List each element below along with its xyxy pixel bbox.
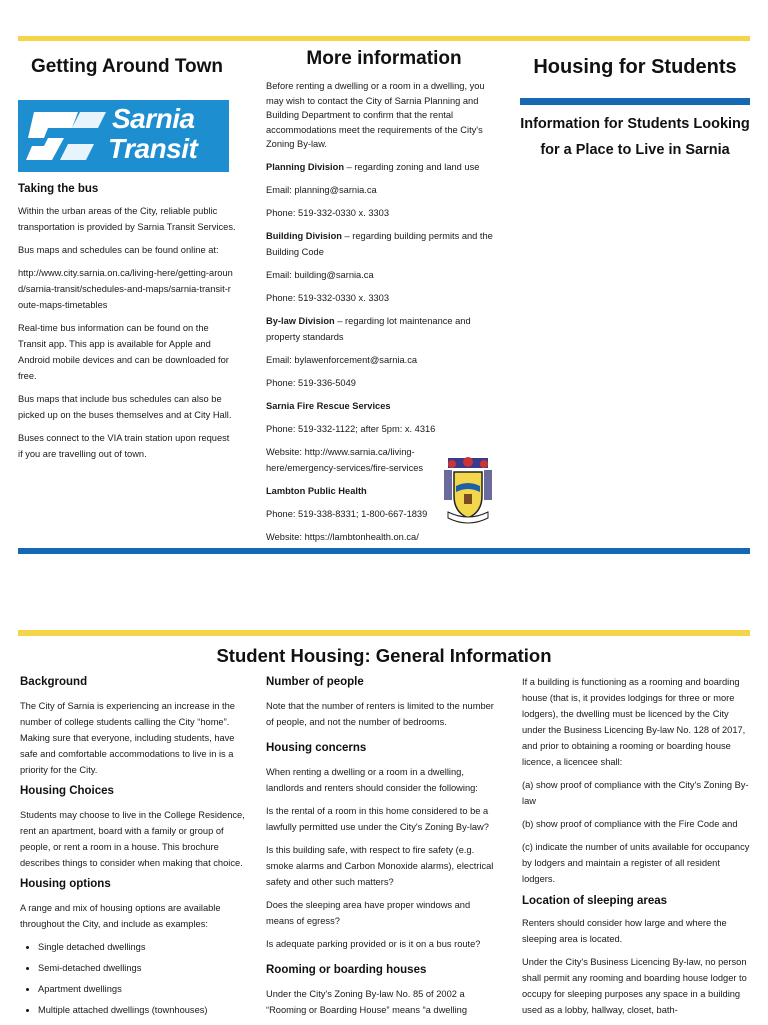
section-paragraph: Is the rental of a room in this home considered to be a lawfully permitted use under the City's Zoning By-law? bbox=[266, 806, 489, 832]
housing-options-list bbox=[20, 939, 246, 1018]
section-paragraph: Under the City's Zoning By-law No. 85 of 2002 a “Rooming or Boarding House” means “a dwelling bbox=[266, 989, 468, 1015]
page1-bottom-rule bbox=[18, 548, 750, 554]
contact-heading: Sarnia Fire Rescue Services bbox=[266, 400, 391, 411]
housing-option-item: • Semi-detached dwellings bbox=[38, 960, 246, 976]
contact-heading: Building Division bbox=[266, 230, 342, 241]
brochure-subtitle: Information for Students Looking for a Place to Live in Sarnia bbox=[520, 116, 750, 158]
section-paragraph: Is this building safe, with respect to fire safety (e.g. smoke alarms and Carbon Monoxide alarms), electrical safety and other such matters? bbox=[266, 845, 494, 887]
housing-option-item: • Multiple attached dwellings (townhouses) bbox=[38, 1002, 246, 1018]
section-heading: Rooming or boarding houses bbox=[266, 964, 427, 976]
sleeping-areas-heading: Location of sleeping areas bbox=[522, 895, 668, 907]
left-paragraph: Real-time bus information can be found on the Transit app. This app is available for Apple and Android mobile devices and can be downloaded for free. bbox=[18, 323, 229, 381]
section-heading: Housing Choices bbox=[20, 785, 114, 797]
housing-option-item: • Apartment dwellings bbox=[38, 981, 246, 997]
p2-right-top bbox=[522, 674, 750, 887]
section-paragraph: Is adequate parking provided or is it on a bus route? bbox=[266, 939, 481, 949]
contact-phone: Phone: 519-332-0330 x. 3303 bbox=[266, 207, 390, 218]
section-paragraph: A range and mix of housing options are available throughout the City, and include as examples: bbox=[20, 903, 221, 929]
section-heading: Number of people bbox=[266, 676, 364, 688]
p2-middle-sections bbox=[266, 676, 500, 1018]
contact-link[interactable]: Website: http://www.sarnia.ca/living-here/emergency-services/fire-services bbox=[266, 446, 424, 473]
contact-description: – regarding zoning and land use bbox=[344, 161, 480, 172]
more-information-title: More information bbox=[306, 48, 462, 69]
housing-option-item: • Single detached dwellings bbox=[38, 939, 246, 955]
sarnia-transit-logo bbox=[18, 100, 229, 172]
contact-heading: Lambton Public Health bbox=[266, 485, 367, 496]
housing-for-students-title: Housing for Students bbox=[533, 56, 737, 78]
p2-left-column bbox=[20, 676, 246, 1023]
contact-description: – regarding lot maintenance and property standards bbox=[266, 315, 471, 342]
getting-around-title: Getting Around Town bbox=[30, 56, 224, 77]
contact-phone: Phone: 519-336-5049 bbox=[266, 377, 356, 388]
page2-title: Student Housing: General Information bbox=[216, 645, 552, 666]
right-column bbox=[520, 56, 750, 163]
left-column bbox=[18, 56, 236, 469]
left-paragraph: Within the urban areas of the City, reliable public transportation is provided by Sarnia Transit Services. bbox=[18, 206, 236, 232]
contact-heading-line bbox=[266, 398, 502, 414]
licensing-paragraph: (c) indicate the number of units available for occupancy by lodgers and maintain a register of all resident lodgers. bbox=[522, 842, 750, 884]
logo-line1: Sarnia bbox=[112, 103, 195, 134]
contact-link[interactable]: Website: https://lambtonhealth.on.ca/ bbox=[266, 531, 419, 542]
p2-right-column bbox=[522, 674, 750, 1025]
left-paragraph: Bus maps and schedules can be found online at: bbox=[18, 245, 219, 255]
bus-schedule-link[interactable]: http://www.city.sarnia.on.ca/living-here/getting-around/sarnia-transit/schedules-and-maps/sarnia-transit-route-maps-timetables bbox=[18, 268, 233, 310]
page2-yellow-rule bbox=[18, 630, 750, 636]
section-paragraph: The City of Sarnia is experiencing an increase in the number of college students calling the City “home”. Making sure that everyone, including students, have safe and comfortable accommodations to live in is a priority for the City. bbox=[20, 701, 235, 775]
contact-description: – regarding building permits and the Building Code bbox=[266, 230, 493, 257]
section-paragraph: Note that the number of renters is limited to the number of people, and not the number of bedrooms. bbox=[266, 701, 494, 727]
contact-phone: Phone: 519-332-1122; after 5pm: x. 4316 bbox=[266, 423, 436, 434]
contact-phone: Phone: 519-332-0330 x. 3303 bbox=[266, 292, 390, 303]
taking-bus-heading: Taking the bus bbox=[18, 183, 99, 195]
p2-left-sections bbox=[20, 676, 246, 932]
city-crest bbox=[442, 456, 494, 528]
section-heading: Background bbox=[20, 676, 88, 688]
logo-line2: Transit bbox=[108, 133, 198, 164]
top-yellow-rule bbox=[18, 36, 750, 41]
section-paragraph: Does the sleeping area have proper windows and means of egress? bbox=[266, 900, 471, 926]
licensing-paragraph: (b) show proof of compliance with the Fire Code and bbox=[522, 819, 738, 829]
coat-of-arms-icon bbox=[442, 456, 494, 528]
p2-right-bottom bbox=[522, 915, 750, 1018]
section-heading: Housing options bbox=[20, 878, 111, 890]
contact-heading: Planning Division bbox=[266, 161, 344, 172]
title-blue-rule bbox=[520, 98, 750, 105]
p2-middle-column bbox=[266, 676, 500, 1025]
sleeping-paragraph: Under the City's Business Licencing By-law, no person shall permit any rooming and boarding house lodger to occupy for sleeping purposes any space in a building used as a lobby, hallway, closet, bath- bbox=[522, 957, 747, 1015]
section-heading: Housing concerns bbox=[266, 742, 367, 754]
contact-link[interactable]: Email: bylawenforcement@sarnia.ca bbox=[266, 354, 418, 365]
sleeping-paragraph: Renters should consider how large and where the sleeping area is located. bbox=[522, 918, 727, 944]
licensing-paragraph: (a) show proof of compliance with the City's Zoning By-law bbox=[522, 780, 749, 806]
contact-phone: Phone: 519-338-8331; 1-800-667-1839 bbox=[266, 508, 428, 519]
intro-paragraph: Before renting a dwelling or a room in a dwelling, you may wish to contact the City of Sarnia Planning and Building Department to confirm that the rental accommodations meet the requirements of the City's Zoning By-law. bbox=[266, 81, 485, 149]
contact-heading-line bbox=[266, 228, 502, 260]
contact-link[interactable]: Email: planning@sarnia.ca bbox=[266, 184, 377, 195]
contact-heading-line bbox=[266, 159, 502, 175]
left-paragraph: Bus maps that include bus schedules can also be picked up on the buses themselves and at City Hall. bbox=[18, 394, 232, 420]
licensing-paragraph: If a building is functioning as a rooming and boarding house (that is, it provides lodgings for three or more lodgers), the dwelling must be licenced by the City under the Business Licencing By-law No. 128 of 2017, and prior to obtaining a rooming or boarding house licence, a licencee shall: bbox=[522, 677, 746, 767]
contact-link[interactable]: Email: building@sarnia.ca bbox=[266, 269, 374, 280]
section-paragraph: Students may choose to live in the College Residence, rent an apartment, board with a family or group of people, or rent a room in a house. This brochure describes things to consider when making that choice. bbox=[20, 810, 245, 868]
contact-heading: By-law Division bbox=[266, 315, 335, 326]
contact-heading-line bbox=[266, 313, 502, 345]
section-paragraph: When renting a dwelling or a room in a dwelling, landlords and renters should consider the following: bbox=[266, 767, 478, 793]
left-paragraph: Buses connect to the VIA train station upon request if you are travelling out of town. bbox=[18, 433, 230, 459]
